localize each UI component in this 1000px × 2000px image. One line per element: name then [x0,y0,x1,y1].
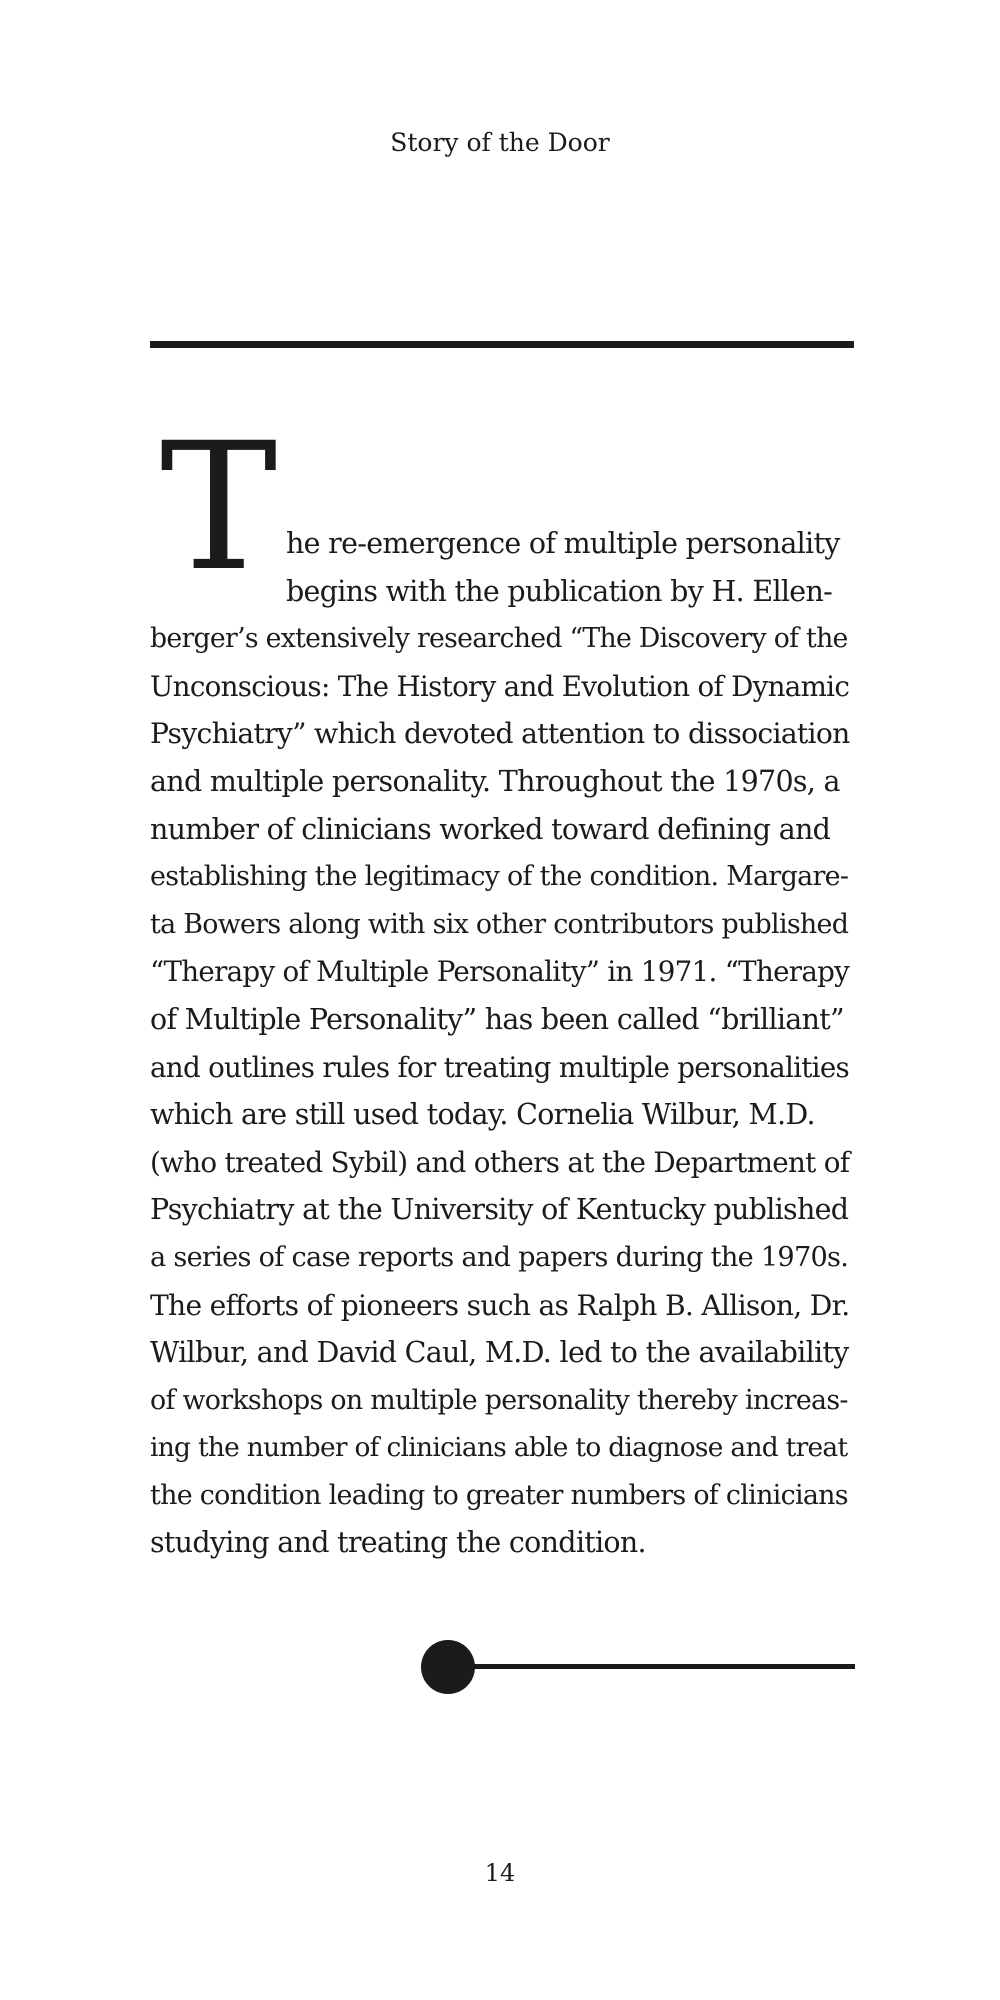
paragraph-line: ing the number of clinicians able to diagnose and treat [150,1432,848,1464]
paragraph-line: begins with the publication by H. Ellen- [286,574,833,608]
paragraph-line: berger’s extensively researched “The Discovery of the [150,623,848,655]
paragraph-line: a series of case reports and papers during the 1970s. [150,1241,849,1273]
paragraph-line: Wilbur, and David Caul, M.D. led to the availability [150,1336,849,1370]
paragraph-line: (who treated Sybil) and others at the Department of [150,1145,850,1179]
paragraph-line: establishing the legitimacy of the condition. Margare- [150,861,849,893]
paragraph-line: Unconscious: The History and Evolution of Dynamic [150,669,850,703]
paragraph-line: of Multiple Personality” has been called “brilliant” [150,1002,844,1036]
paragraph-line: and outlines rules for treating multiple personalities [150,1050,850,1084]
paragraph-line: “Therapy of Multiple Personality” in 1971. “Therapy [150,955,850,989]
ornament-dot [421,1640,475,1694]
paragraph-line: The efforts of pioneers such as Ralph B. Allison, Dr. [150,1288,850,1322]
top-rule [150,341,854,348]
paragraph-line: of workshops on multiple personality thereby increas- [150,1384,848,1416]
paragraph-line: Psychiatry” which devoted attention to dissociation [150,717,850,751]
paragraph-line: ta Bowers along with six other contributors published [150,908,849,940]
paragraph-line: the condition leading to greater numbers of clinicians [150,1479,848,1511]
paragraph-line: number of clinicians worked toward defining and [150,812,831,846]
running-head: Story of the Door [390,128,610,157]
drop-cap: T [160,405,278,610]
paragraph-line: Psychiatry at the University of Kentucky published [150,1193,849,1227]
body-paragraph [150,520,854,1567]
page-number: 14 [484,1859,516,1887]
end-ornament [421,1640,857,1694]
paragraph-line: and multiple personality. Throughout the 1970s, a [150,764,840,798]
paragraph-line: which are still used today. Cornelia Wilbur, M.D. [150,1098,815,1132]
paragraph-line: he re-emergence of multiple personality [286,527,840,560]
ornament-rule [461,1664,855,1669]
paragraph-line: studying and treating the condition. [150,1526,646,1560]
